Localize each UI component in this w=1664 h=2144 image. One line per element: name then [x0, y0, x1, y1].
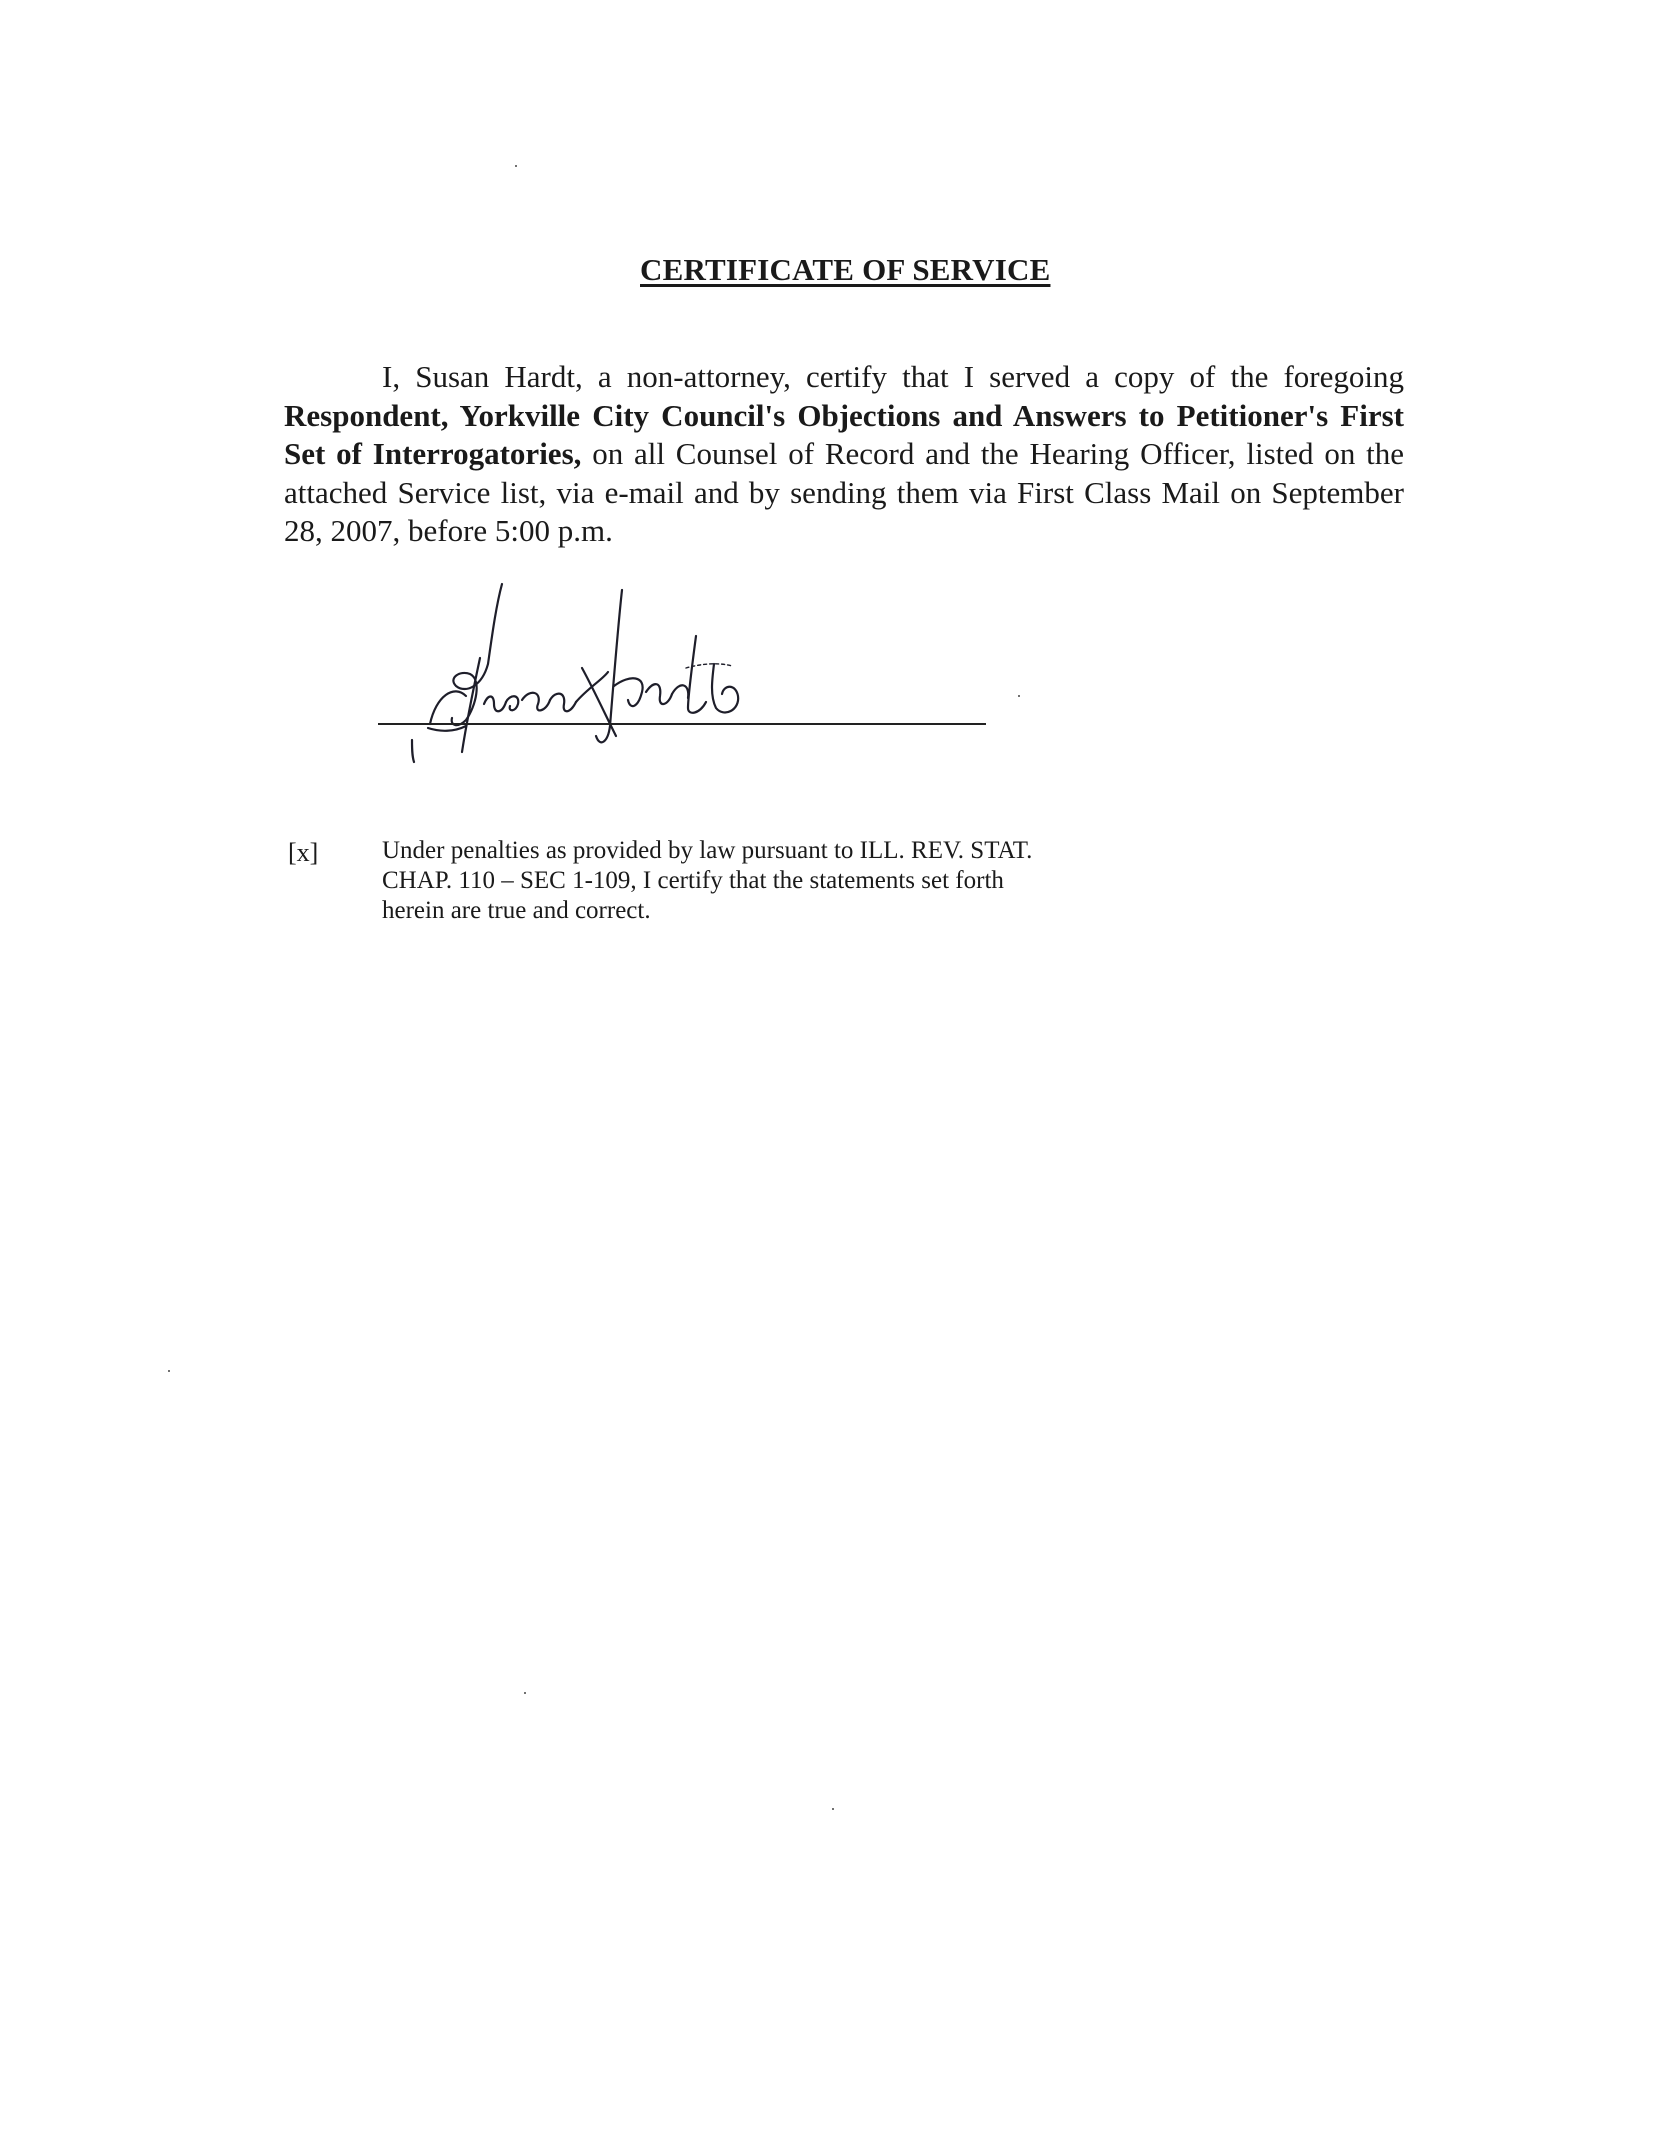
penalty-checkbox-mark: [x] — [288, 838, 319, 867]
penalty-statement — [382, 836, 1102, 926]
signature-line — [378, 723, 986, 725]
handwritten-signature — [370, 576, 810, 766]
scan-speck — [1018, 695, 1020, 697]
certification-paragraph — [284, 358, 1404, 551]
penalty-line-2: CHAP. 110 – SEC 1-109, I certify that the statements set forth — [382, 867, 1004, 894]
scan-speck — [832, 1808, 834, 1810]
certification-intro: I, Susan Hardt, a non-attorney, certify that I served a copy of the foregoing — [382, 359, 1404, 394]
penalty-line-3: herein are true and correct. — [382, 897, 651, 924]
penalty-line-1: Under penalties as provided by law pursuant to ILL. REV. STAT. — [382, 837, 1033, 864]
scan-speck — [524, 1692, 526, 1694]
scan-speck — [168, 1370, 170, 1372]
scan-speck — [515, 165, 517, 167]
document-title: CERTIFICATE OF SERVICE — [640, 252, 1051, 287]
document-reference: Respondent, Yorkville City Council's Objections and Answers to Petitioner's First Set of Interrogatories, — [284, 397, 1404, 471]
certification-details: on all Counsel of Record and the Hearing Officer, listed on the attached Service list, via e-mail and by sending them via First Class Mail on September 28, 2007, before 5:00 p.m. — [284, 436, 1404, 548]
